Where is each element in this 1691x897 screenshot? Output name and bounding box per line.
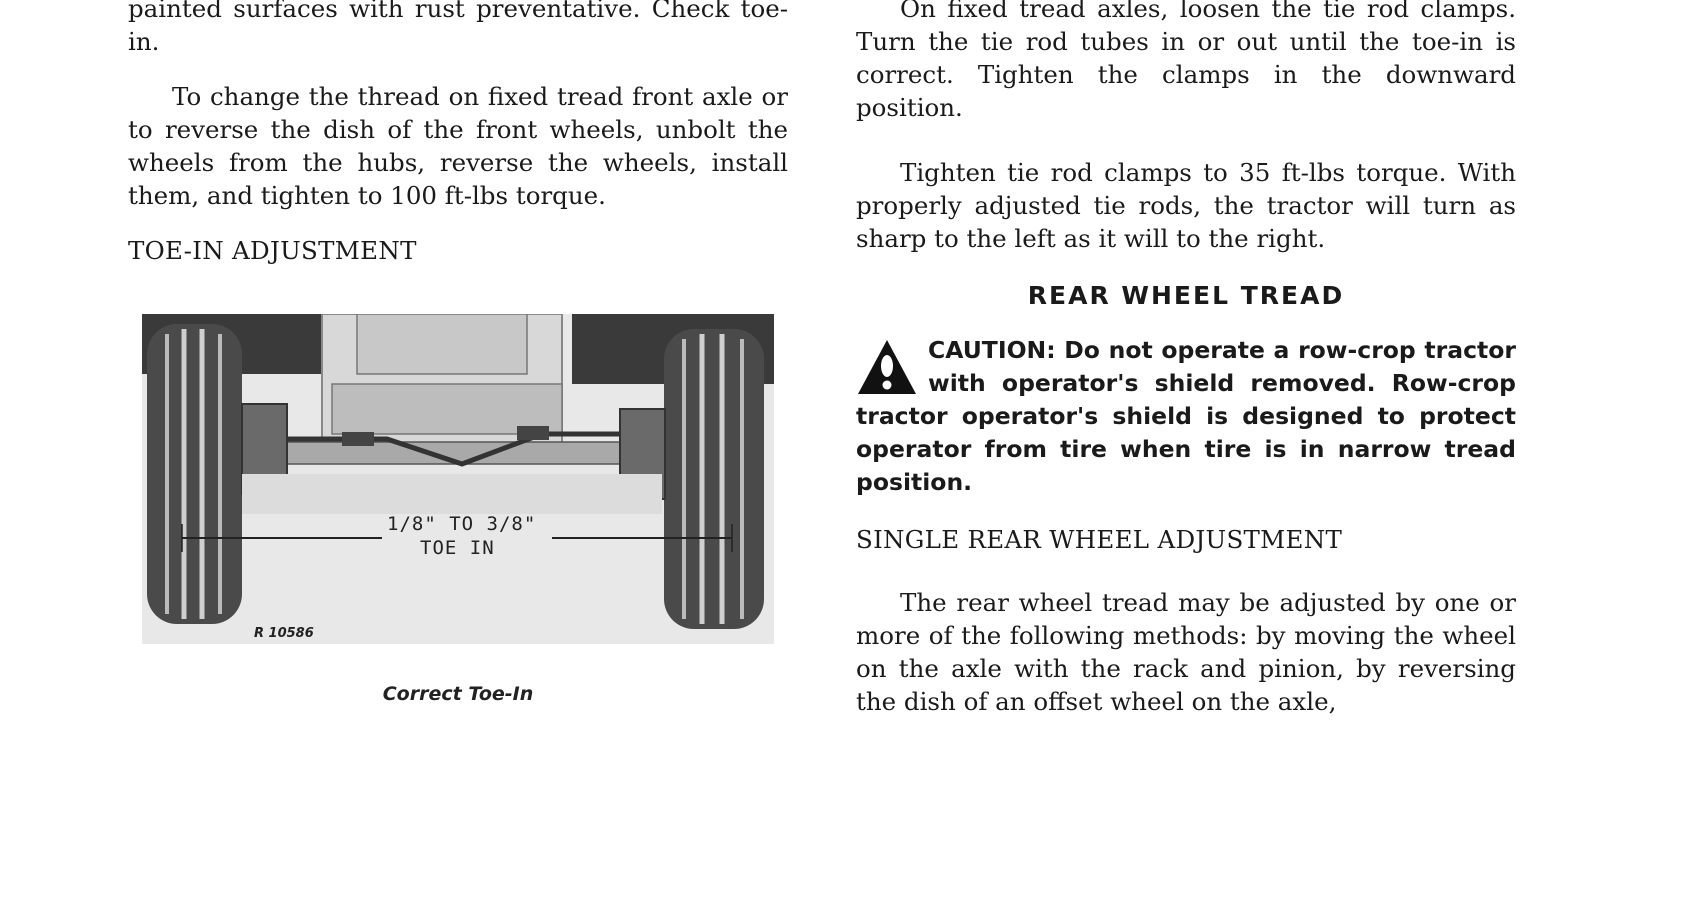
heading-single-rear-wheel-adjustment: SINGLE REAR WHEEL ADJUSTMENT [856, 525, 1343, 554]
toe-in-dimension-caption: TOE IN [420, 537, 495, 559]
tractor-front-illustration [142, 314, 774, 644]
toe-in-dimension-value: 1/8" TO 3/8" [387, 513, 537, 535]
paragraph-tie-rod-torque: Tighten tie rod clamps to 35 ft-lbs torque. With properly adjusted tie rods, the tractor will turn as sharp to the left as it will to the right. [856, 158, 1516, 253]
caution-block [856, 334, 1516, 499]
caution-text: CAUTION: Do not operate a row-crop tractor with operator's shield removed. Row-crop tractor operator's shield is designed to protect operator from tire when tire is in narrow tread position. [856, 336, 1516, 496]
figure-reference-number: R 10586 [254, 626, 314, 641]
paragraph-rust-preventative: painted surfaces with rust preventative. Check toe-in. [128, 0, 788, 56]
figure-caption: Correct Toe-In [382, 683, 534, 705]
heading-rear-wheel-tread: REAR WHEEL TREAD [1027, 281, 1345, 310]
heading-toe-in-adjustment: TOE-IN ADJUSTMENT [128, 236, 417, 265]
toe-in-photo [142, 314, 774, 644]
warning-triangle-icon [856, 338, 918, 396]
paragraph-change-tread: To change the thread on fixed tread front axle or to reverse the dish of the front wheels, unbolt the wheels from the hubs, reverse the wheels, install them, and tighten to 100 ft-lbs torque. [128, 82, 788, 210]
paragraph-tie-rod-clamps: On fixed tread axles, loosen the tie rod clamps. Turn the tie rod tubes in or out until the toe-in is correct. Tighten the clamps in the downward position. [856, 0, 1516, 122]
left-column [128, 0, 788, 267]
paragraph-rear-wheel-tread-methods: The rear wheel tread may be adjusted by one or more of the following methods: by moving the wheel on the axle with the rack and pinion, by reversing the dish of an offset wheel on the axle, [856, 588, 1516, 716]
right-column [856, 0, 1516, 718]
